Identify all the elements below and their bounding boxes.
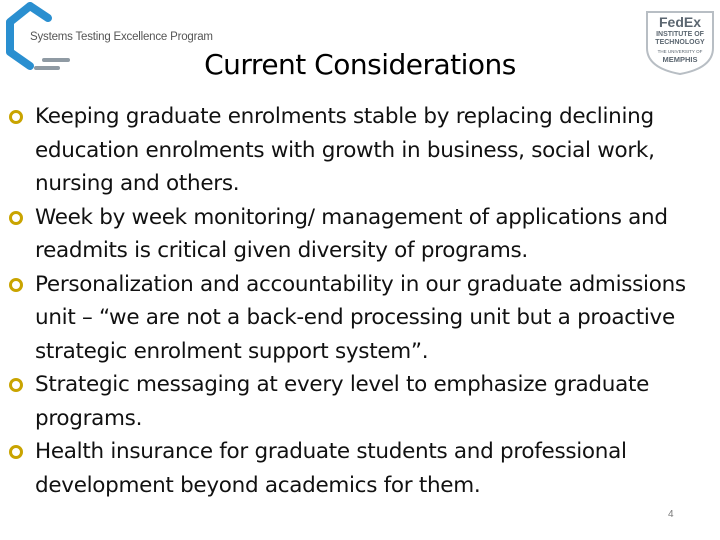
institute-seal (641, 8, 719, 76)
bullet-item (8, 268, 708, 369)
ring-bullet-icon (9, 445, 23, 459)
bullet-text: Strategic messaging at every level to emphasize graduate programs. (35, 372, 650, 431)
bullet-item (8, 368, 708, 435)
bullet-list (8, 100, 708, 502)
program-logo-text: Systems Testing Excellence Program (30, 31, 213, 43)
seal-line-3: TECHNOLOGY (655, 39, 705, 46)
ring-bullet-icon (9, 211, 23, 225)
ring-bullet-icon (9, 378, 23, 392)
bullet-item (8, 201, 708, 268)
slide-title: Current Considerations (204, 48, 516, 81)
bullet-item (8, 100, 708, 201)
seal-line-5: MEMPHIS (662, 55, 698, 64)
ring-bullet-icon (9, 110, 23, 124)
bullet-text: Health insurance for graduate students and professional development beyond academics for them. (35, 439, 627, 498)
bullet-text: Week by week monitoring/ management of applications and readmits is critical given diversity of programs. (35, 204, 668, 263)
bullet-item (8, 435, 708, 502)
bullet-text: Personalization and accountability in our graduate admissions unit – “we are not a back-end processing unit but a proactive strategic enrolment support system”. (35, 271, 686, 364)
ring-bullet-icon (9, 278, 23, 292)
seal-line-2: INSTITUTE OF (656, 31, 704, 38)
seal-brand: FedEx (658, 14, 701, 30)
bullet-text: Keeping graduate enrolments stable by replacing declining education enrolments with growth in business, social work, nursing and others. (35, 104, 655, 196)
page-number: 4 (668, 509, 674, 520)
seal-line-4: THE UNIVERSITY OF (657, 49, 703, 54)
